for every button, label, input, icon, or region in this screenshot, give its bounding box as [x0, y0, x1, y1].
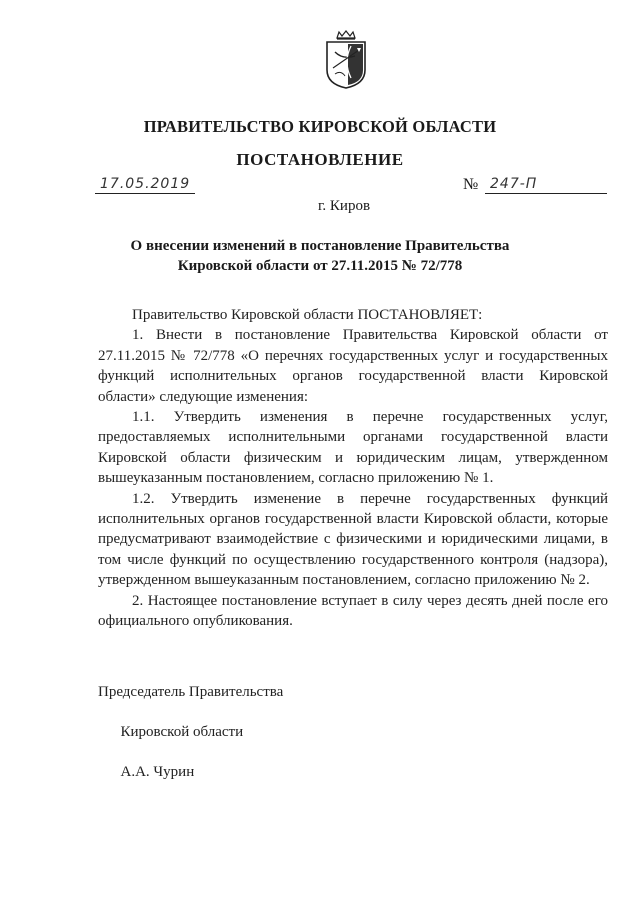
number-underline [485, 193, 607, 194]
date-underline [95, 193, 195, 194]
number-sign: № [463, 176, 479, 193]
coat-of-arms-icon [321, 30, 371, 90]
signature-title-line-2: Кировской области [120, 724, 244, 740]
document-type: ПОСТАНОВЛЕНИЕ [236, 150, 404, 169]
signature-block [98, 682, 283, 802]
subject-line-1: О внесении изменений в постановление Правительства [130, 238, 510, 254]
item-1-2: 1.2. Утвердить изменение в перечне государственных функций исполнительных органов государственной власти Кировской области, которые предусматривают взаимодействие с физическими и юридическими лицами, в том числе функций по осуществлению государственного контроля (надзора), утвержденном вышеуказанным постановлением, согласно приложению № 2. [98, 490, 608, 589]
signature-title-line-1: Председатель Правительства [98, 684, 284, 700]
decree-line: Правительство Кировской области ПОСТАНОВЛЯЕТ: [132, 307, 483, 323]
item-1: 1. Внести в постановление Правительства Кировской области от 27.11.2015 № 72/778 «О перечнях государственных услуг и государственных функций исполнительных органов государственной власти Кировской области» следующие изменения: [98, 327, 608, 405]
document-subject [0, 236, 640, 276]
item-1-1: 1.1. Утвердить изменения в перечне государственных услуг, предоставляемых исполнительными органами государственной власти Кировской области физическим и юридическим лицам, утвержденном вышеуказанным постановлением, согласно приложению № 1. [98, 409, 608, 487]
document-date: 17.05.2019 [100, 176, 191, 192]
city: г. Киров [317, 198, 371, 214]
item-2: 2. Настоящее постановление вступает в силу через десять дней после его официального опубликования. [98, 592, 608, 630]
document-body [98, 305, 608, 632]
organization-title: ПРАВИТЕЛЬСТВО КИРОВСКОЙ ОБЛАСТИ [143, 117, 497, 136]
subject-line-2: Кировской области от 27.11.2015 № 72/778 [177, 258, 463, 274]
document-number: 247-П [490, 176, 538, 192]
signatory-name: А.А. Чурин [120, 764, 195, 780]
